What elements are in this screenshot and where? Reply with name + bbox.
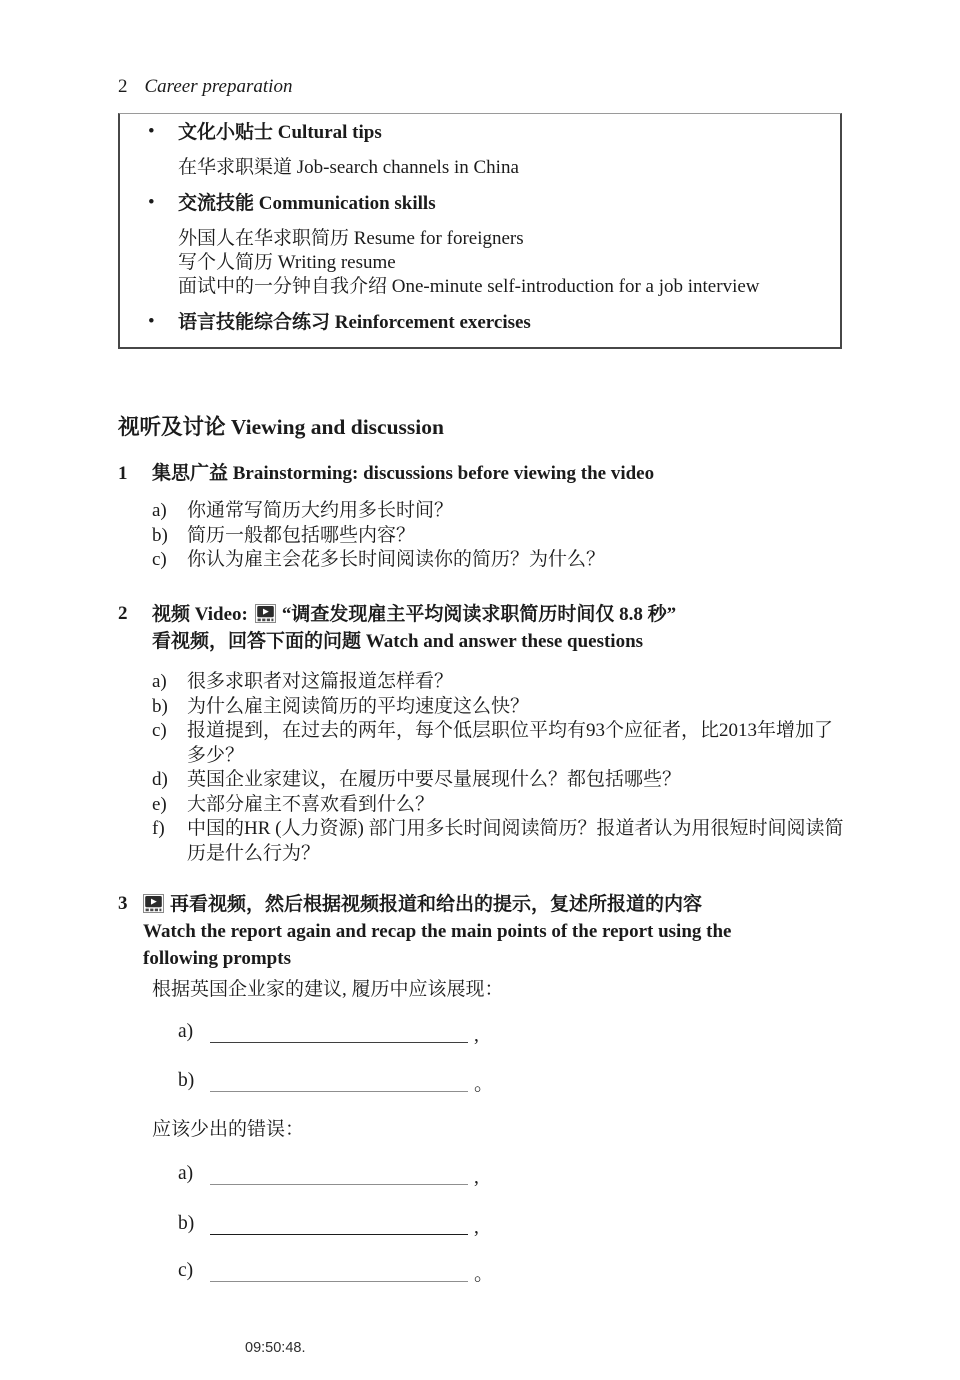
- blank-line: [210, 1163, 468, 1185]
- question-row: [152, 499, 860, 524]
- box-item-subtitle-group: [178, 227, 826, 299]
- question-row: [152, 695, 860, 720]
- question-row: [152, 793, 860, 818]
- blank-punct: 。: [474, 1074, 494, 1095]
- question-label: f): [152, 818, 165, 839]
- blank-punct: 。: [474, 1264, 494, 1285]
- exercise-number: 3: [118, 893, 128, 914]
- question-text: 你通常写简历大约用多长时间？: [187, 500, 454, 521]
- bullet-icon: •: [148, 311, 155, 332]
- fill-blank-row: [178, 1163, 479, 1188]
- question-label: e): [152, 793, 167, 815]
- question-text: 为什么雇主阅读简历的平均速度这么快？: [187, 695, 530, 717]
- box-item-subtitle: 写个人简历 Writing resume: [178, 252, 396, 273]
- question-list: [152, 499, 860, 573]
- question-text: 英国企业家建议，在履历中要尽量展现什么？都包括哪些？: [187, 769, 682, 790]
- unit-overview-box: [118, 113, 842, 349]
- question-label: c): [152, 549, 167, 570]
- running-title: Career preparation: [144, 76, 293, 97]
- question-text: 大部分雇主不喜欢看到什么？: [187, 793, 435, 815]
- box-item-title: 交流技能 Communication skills: [178, 193, 436, 214]
- blank-label: a): [178, 1021, 194, 1042]
- blank-line: [210, 1021, 468, 1043]
- exercise-title-en: Watch the report again and recap the main points of the report using the following prompts: [143, 921, 732, 969]
- video-play-icon: [255, 604, 276, 623]
- fill-blank-row: [178, 1021, 479, 1046]
- question-label: a): [152, 500, 167, 521]
- blank-line: [210, 1070, 468, 1092]
- blank-label: c): [178, 1260, 194, 1281]
- blank-line: [210, 1213, 468, 1235]
- blank-label: b): [178, 1213, 195, 1234]
- question-text: 中国的HR (人力资源) 部门用多长时间阅读简历？报道者认为用很短时间阅读简历是什么行为？: [187, 818, 844, 864]
- question-row: [152, 817, 860, 866]
- exercise-title: [152, 601, 860, 628]
- video-play-icon: [143, 894, 164, 913]
- box-item-subtitle: 外国人在华求职简历 Resume for foreigners: [178, 228, 524, 249]
- question-label: b): [152, 695, 168, 717]
- section-title: 视听及讨论 Viewing and discussion: [118, 415, 444, 439]
- blank-punct: ,: [474, 1025, 479, 1046]
- question-text: 报道提到，在过去的两年，每个低层职位平均有93个应征者，比2013年增加了多少？: [187, 720, 834, 766]
- question-row: [152, 719, 860, 768]
- blank-line: [210, 1260, 468, 1282]
- fill-blank-row: [178, 1213, 479, 1238]
- running-head: [118, 76, 292, 98]
- question-text: 你认为雇主会花多长时间阅读你的简历？为什么？: [187, 549, 606, 570]
- question-label: b): [152, 524, 168, 546]
- exercise-title-prefix: 视频 Video:: [152, 604, 248, 625]
- question-row: [152, 548, 860, 573]
- bullet-icon: •: [148, 121, 155, 142]
- question-row: [152, 670, 860, 695]
- question-label: a): [152, 671, 167, 692]
- exercise-title-zh: [143, 891, 860, 918]
- exercise-1: [118, 461, 860, 573]
- exercise-title: 集思广益 Brainstorming: discussions before viewing the video: [152, 463, 655, 484]
- blank-punct: ,: [474, 1167, 479, 1188]
- blank-label: b): [178, 1070, 195, 1091]
- question-label: c): [152, 720, 167, 741]
- blank-label: a): [178, 1163, 194, 1184]
- prompt-text: 应该少出的错误：: [152, 1119, 305, 1140]
- question-label: d): [152, 769, 168, 790]
- exercise-number: 2: [118, 603, 128, 624]
- question-text: 很多求职者对这篇报道怎样看？: [187, 671, 454, 692]
- question-row: [152, 524, 860, 549]
- question-text: 简历一般都包括哪些内容？: [187, 524, 416, 546]
- blank-punct: ,: [474, 1217, 479, 1238]
- exercise-3: [118, 891, 860, 972]
- question-row: [152, 768, 860, 793]
- exercise-subtitle: 看视频，回答下面的问题 Watch and answer these questions: [152, 631, 644, 652]
- box-item-title: 文化小贴士 Cultural tips: [178, 122, 382, 143]
- box-item-subtitle: 在华求职渠道 Job-search channels in China: [178, 157, 519, 178]
- box-item-subtitle: 面试中的一分钟自我介绍 One-minute self-introduction for a job interview: [178, 276, 760, 297]
- exercise-title-zh-text: 再看视频，然后根据视频报道和给出的提示，复述所报道的内容: [170, 894, 703, 915]
- page-number: 2: [118, 76, 128, 97]
- fill-blank-row: [178, 1260, 494, 1285]
- footer-timestamp: 09:50:48.: [245, 1340, 306, 1356]
- bullet-icon: •: [148, 192, 155, 213]
- exercise-2: [118, 601, 860, 866]
- exercise-title-quote: “调查发现雇主平均阅读求职简历时间仅 8.8 秒”: [281, 604, 677, 625]
- exercise-number: 1: [118, 463, 128, 484]
- prompt-text: 根据英国企业家的建议, 履历中应该展现：: [152, 979, 504, 1000]
- fill-blank-row: [178, 1070, 494, 1095]
- box-item-title: 语言技能综合练习 Reinforcement exercises: [178, 312, 531, 333]
- question-list: [152, 670, 860, 866]
